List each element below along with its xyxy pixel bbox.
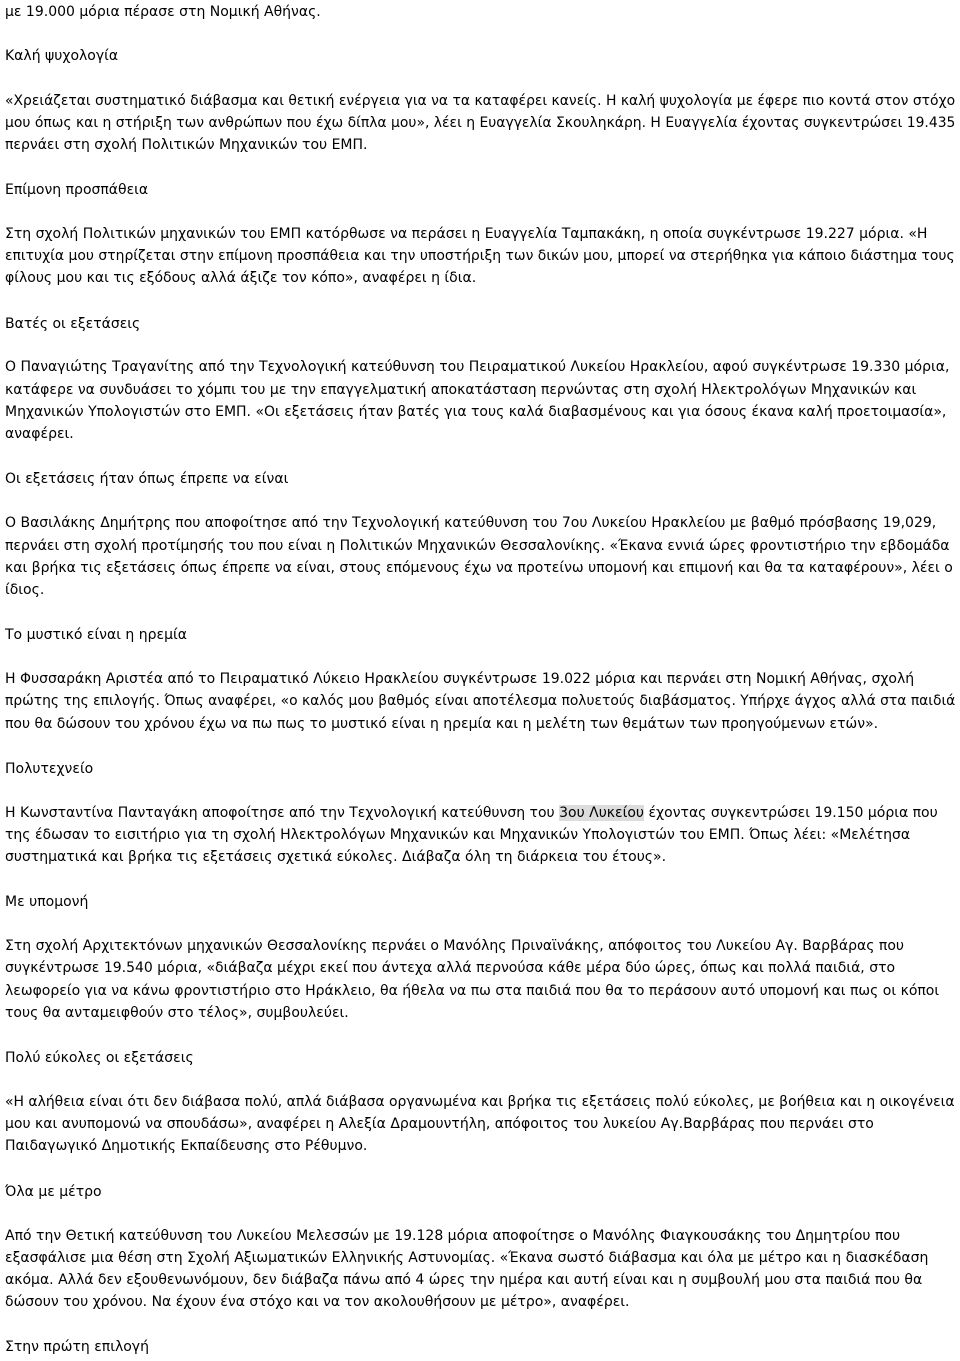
section-heading: Το μυστικό είναι η ηρεμία <box>5 627 187 643</box>
paragraph-line: Από την Θετική κατεύθυνση του Λυκείου Μελεσσών με 19.128 μόρια αποφοίτησε ο Μανόλης Φιαγκουσάκης του Δημητρίου που <box>5 1228 901 1244</box>
paragraph-line: φίλους μου και τις εξόδους αλλά άξιζε τον κόπο», αναφέρει η ίδια. <box>5 270 477 286</box>
paragraph-text: Η Κωνσταντίνα Πανταγάκη αποφοίτησε από την Τεχνολογική κατεύθυνση του <box>5 805 560 821</box>
paragraph-line: Η Φυσσαράκη Αριστέα από το Πειραματικό Λύκειο Ηρακλείου συγκέντρωσε 19.022 μόρια και περνάει στη Νομική Αθήνας, σχολή <box>5 671 915 687</box>
paragraph-line: Ο Παναγιώτης Τραγανίτης από την Τεχνολογική κατεύθυνση του Πειραματικού Λυκείου Ηρακλείου, αφού συγκέντρωσε 19.330 μόρια, <box>5 359 950 375</box>
paragraph-text: έχοντας συγκεντρώσει 19.150 μόρια που <box>644 805 938 821</box>
paragraph-line: μου όπως και η στήριξη των ανθρώπων που έχω δίπλα μου», λέει η Ευαγγελία Σκουληκάρη. Η Ευαγγελία έχοντας συγκεντρώσει 19.435 <box>5 115 956 131</box>
paragraph-line: περνάει στη σχολή προτίμησής του που είναι η Πολιτικών Μηχανικών Θεσσαλονίκης. «Έκανα εννιά ώρες φροντιστήριο την εβδομάδα <box>5 538 950 554</box>
section-heading: Στην πρώτη επιλογή <box>5 1339 149 1355</box>
paragraph-line: συγκέντρωσε 19.540 μόρια, «διάβαζα μέχρι εκεί που άντεχα αλλά περνούσα κάθε μέρα δύο ώρες, όπως και πολλά παιδιά, στο <box>5 960 896 976</box>
paragraph-line: «Η αλήθεια είναι ότι δεν διάβασα πολύ, απλά διάβασα οργανωμένα και βρήκα τις εξετάσεις πολύ εύκολες, με βοήθεια και η οικογένεια <box>5 1094 955 1110</box>
paragraph-line: Στη σχολή Αρχιτεκτόνων μηχανικών Θεσσαλονίκης περνάει ο Μανόλης Πριναϊνάκης, απόφοιτος του Λυκείου Αγ. Βαρβάρας που <box>5 938 905 954</box>
paragraph-line: πρώτης της επιλογής. Όπως αναφέρει, «ο καλός μου βαθμός είναι αποτέλεσμα πολυετούς διαβάσματος. Υπήρχε άγχος αλλά στα παιδιά <box>5 693 956 709</box>
section-heading: Οι εξετάσεις ήταν όπως έπρεπε να είναι <box>5 471 289 487</box>
paragraph-line: της έδωσαν το εισιτήριο για τη σχολή Ηλεκτρολόγων Μηχανικών και Μηχανικών Υπολογιστών του ΕΜΠ. Όπως λέει: «Μελέτησα <box>5 827 911 843</box>
section-heading: Πολύ εύκολες οι εξετάσεις <box>5 1050 194 1066</box>
paragraph-line: Ο Βασιλάκης Δημήτρης που αποφοίτησε από την Τεχνολογική κατεύθυνση του 7ου Λυκείου Ηρακλείου με βαθμό πρόσβασης 19,029, <box>5 515 937 531</box>
paragraph-line: και βρήκα τις εξετάσεις όπως έπρεπε να είναι, στους επόμενους έχω να προτείνω υπομονή και επιμονή και θα τα καταφέρουν», λέει ο <box>5 560 953 576</box>
paragraph-line: εξασφάλισε μια θέση στη Σχολή Αξιωματικών Ελληνικής Αστυνομίας. «Έκανα σωστό διάβασμα και όλα με μέτρο και η διασκέδαση <box>5 1250 929 1266</box>
paragraph-line: Στη σχολή Πολιτικών μηχανικών του ΕΜΠ κατόρθωσε να περάσει η Ευαγγελία Ταμπακάκη, η οποία συγκέντρωσε 19.227 μόρια. «Η <box>5 226 928 242</box>
paragraph-line: τους θα ανταμειφθούν στο τέλος», συμβουλεύει. <box>5 1005 349 1021</box>
paragraph-line: «Χρειάζεται συστηματικό διάβασμα και θετική ενέργεια για να τα καταφέρει κανείς. Η καλή ψυχολογία με έφερε πιο κοντά στον στόχο <box>5 93 956 109</box>
intro-line: με 19.000 μόρια πέρασε στη Νομική Αθήνας. <box>5 4 321 20</box>
section-heading: Πολυτεχνείο <box>5 761 94 777</box>
paragraph-line: ίδιος. <box>5 582 45 598</box>
paragraph-line: κατάφερε να συνδυάσει το χόμπι του με την επαγγελματική αποκατάσταση περνώντας στη σχολή Ηλεκτρολόγων Μηχανικών και <box>5 382 917 398</box>
section-heading: Βατές οι εξετάσεις <box>5 316 141 332</box>
paragraph-line: περνάει στη σχολή Πολιτικών Μηχανικών του ΕΜΠ. <box>5 137 368 153</box>
section-heading: Επίμονη προσπάθεια <box>5 182 149 198</box>
paragraph-line: Μηχανικών Υπολογιστών στο ΕΜΠ. «Οι εξετάσεις ήταν βατές για τους καλά διαβασμένους και για όσους έκανα καλή προετοιμασία», <box>5 404 947 420</box>
paragraph-line <box>5 802 938 824</box>
paragraph-line: λεωφορείο για να κάνω φροντιστήριο στο Ηράκλειο, θα ήθελα να πω στα παιδιά που θα το περάσουν αυτό υπομονή και πως οι κόποι <box>5 983 940 999</box>
paragraph-line: δώσουν του χρόνου. Να έχουν ένα στόχο και να τον ακολουθήσουν με μέτρο», αναφέρει. <box>5 1294 630 1310</box>
paragraph-line: μου και ανυπομονώ να σπουδάσω», αναφέρει η Αλεξία Δραμουντήλη, απόφοιτος του λυκείου Αγ.Βαρβάρας που περνάει στο <box>5 1116 874 1132</box>
paragraph-line: Παιδαγωγικό Δημοτικής Εκπαίδευσης στο Ρέθυμνο. <box>5 1138 368 1154</box>
section-heading: Με υπομονή <box>5 894 89 910</box>
paragraph-line: ακόμα. Αλλά δεν εξουθενωνόμουν, δεν διάβαζα πάνω από 4 ώρες την ημέρα και αυτή είναι και η συμβουλή μου στα παιδιά που θα <box>5 1272 923 1288</box>
section-heading: Όλα με μέτρο <box>5 1184 102 1200</box>
section-heading: Καλή ψυχολογία <box>5 48 119 64</box>
paragraph-line: επιτυχία μου στηρίζεται στην επίμονη προσπάθεια και την υποστήριξη των δικών μου, μπορεί να στερήθηκα για κάποιο διάστημα τους <box>5 248 955 264</box>
paragraph-line: που θα δώσουν του χρόνου έχω να πω πως το μυστικό είναι η ηρεμία και η μελέτη των θεμάτων των προηγούμενων ετών». <box>5 716 879 732</box>
highlighted-text: 3ου Λυκείου <box>559 805 645 821</box>
paragraph-line: αναφέρει. <box>5 426 74 442</box>
paragraph-line: συστηματικά και βρήκα τις εξετάσεις σχετικά εύκολες. Διάβαζα όλη τη διάρκεια του έτους». <box>5 849 667 865</box>
